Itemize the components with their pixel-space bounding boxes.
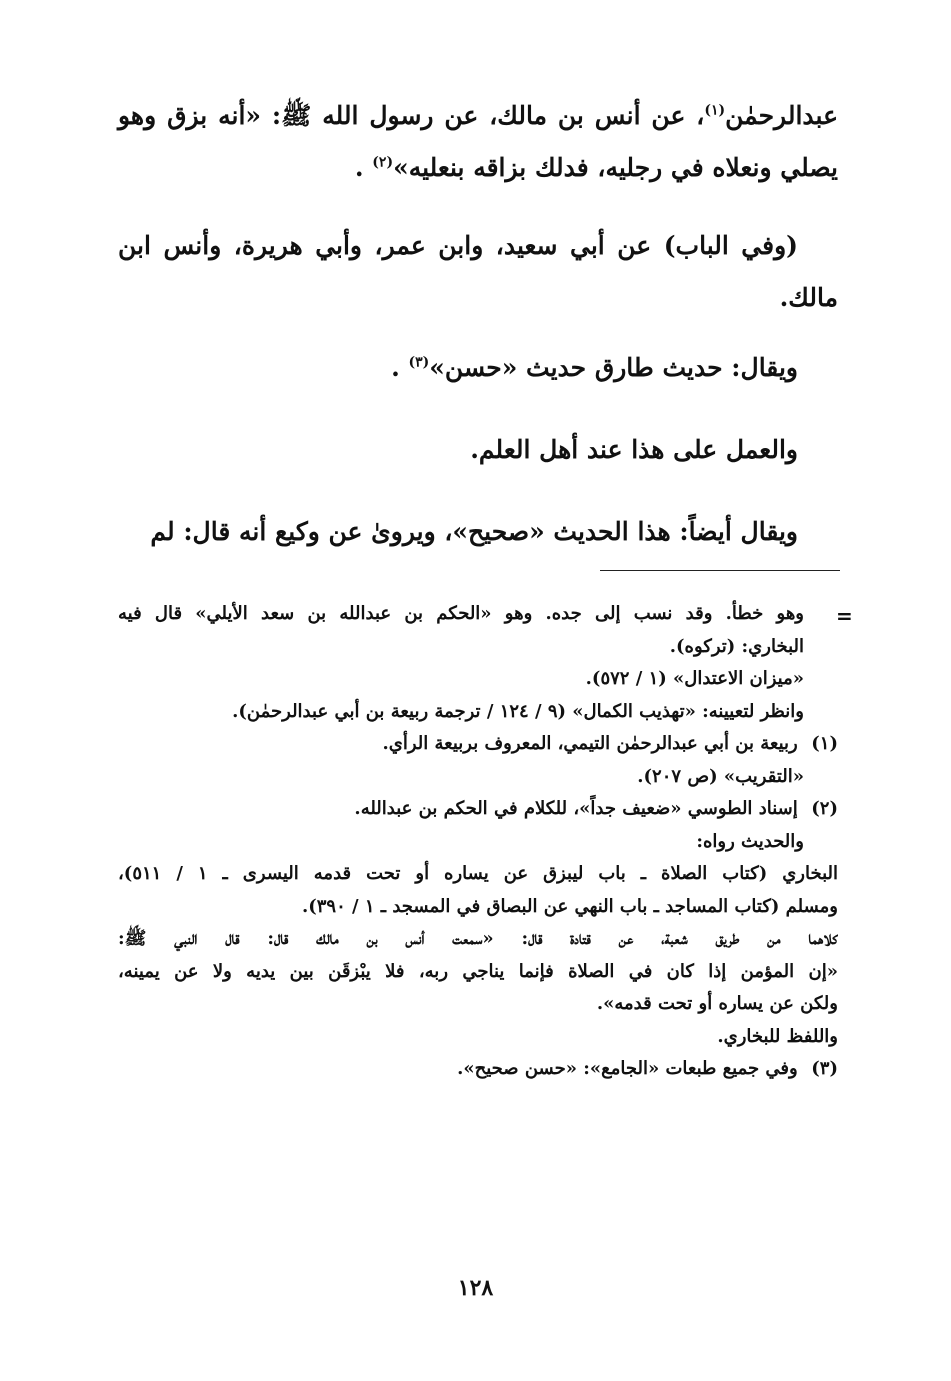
footnote-3 [118,1053,838,1086]
footnote-2-line-3: البخاري (كتاب الصلاة ـ باب ليبزق عن يساره أو تحت قدمه اليسرى ـ ١ / ٥١١)، [118,863,838,884]
footnote-1-number: (١) [811,733,838,754]
footnote-cont-line-3: «ميزان الاعتدال» (١ / ٥٧٢). [585,668,804,689]
footnote-3-number: (٣) [811,1058,838,1079]
footnote-2-line-2: والحديث رواه: [696,830,804,852]
footnote-2-line-7: ولكن عن يساره أو تحت قدمه». [596,993,838,1014]
footnote-ref-1: (١) [704,102,726,119]
footnote-2-line-1: إسناد الطوسي «ضعيف جداً»، للكلام في الحكم بن عبدالله. [354,798,798,819]
footnote-2-line-6: «إن المؤمن إذا كان في الصلاة فإنما يناجي ربه، فلا يبْزقَن بين يديه ولا عن يمينه، [118,960,838,982]
footnote-ref-3: (٣) [408,354,430,371]
footnote-cont-line-2: البخاري: (تركوه). [669,635,804,657]
p1-start: عبدالرحمٰن [725,101,838,130]
page-number: ١٢٨ [457,1275,494,1301]
p3-end: . [391,353,409,382]
p2-text: (وفي الباب) عن أبي سعيد، وابن عمر، وأبي هريرة، وأنس ابن مالك. [118,231,838,312]
footnote-2 [118,793,838,826]
footnote-separator [600,570,840,571]
footnote-1-line-1: ربيعة بن أبي عبدالرحمٰن التيمي، المعروف بربيعة الرأي. [382,733,798,754]
p1-body: ، عن أنس بن مالك، عن رسول الله ﷺ: «أنه بزق وهو يصلي ونعلاه في رجليه، فدلك بزاقه بنعليه» [118,101,838,182]
main-paragraph-3 [118,342,838,394]
main-paragraph-5 [118,506,838,558]
p3-text: ويقال: حديث طارق حديث «حسن» [429,353,798,382]
footnote-ref-2: (٢) [372,154,394,171]
main-paragraph-2 [118,220,838,324]
footnote-2-line-8: واللفظ للبخاري. [717,1025,838,1047]
footnote-cont-line-4: وانظر لتعيينه: «تهذيب الكمال» (٩ / ١٢٤ / ترجمة ربيعة بن أبي عبدالرحمٰن). [232,700,804,722]
footnote-2-line-5: كلاهما من طريق شعبة، عن قتادة قال: «سمعت أنس بن مالك قال: قال النبي ﷺ: [118,928,838,949]
p1-end: . [354,153,373,182]
footnote-3-line-1: وفي جميع طبعات «الجامع»: «حسن صحيح». [457,1058,798,1079]
continuation-mark: = [836,604,853,628]
footnote-2-line-4: ومسلم (كتاب المساجد ـ باب النهي عن البصاق في المسجد ـ ١ / ٣٩٠). [301,895,838,917]
footnote-2-number: (٢) [811,798,838,819]
p4-text: والعمل على هذا عند أهل العلم. [470,435,798,464]
footnotes [118,598,838,1086]
footnote-1 [118,728,838,761]
main-paragraph-1 [118,90,838,194]
p5-text: ويقال أيضاً: هذا الحديث «صحيح»، ويروىٰ عن وكيع أنه قال: لم [150,517,798,546]
main-paragraph-4 [118,424,838,476]
footnote-cont-line-1: وهو خطأ. وقد نسب إلى جده. وهو «الحكم بن عبدالله بن سعد الأيلي» قال فيه [118,603,804,624]
footnote-1-line-2: «التقريب» (ص ٢٠٧). [637,765,804,787]
